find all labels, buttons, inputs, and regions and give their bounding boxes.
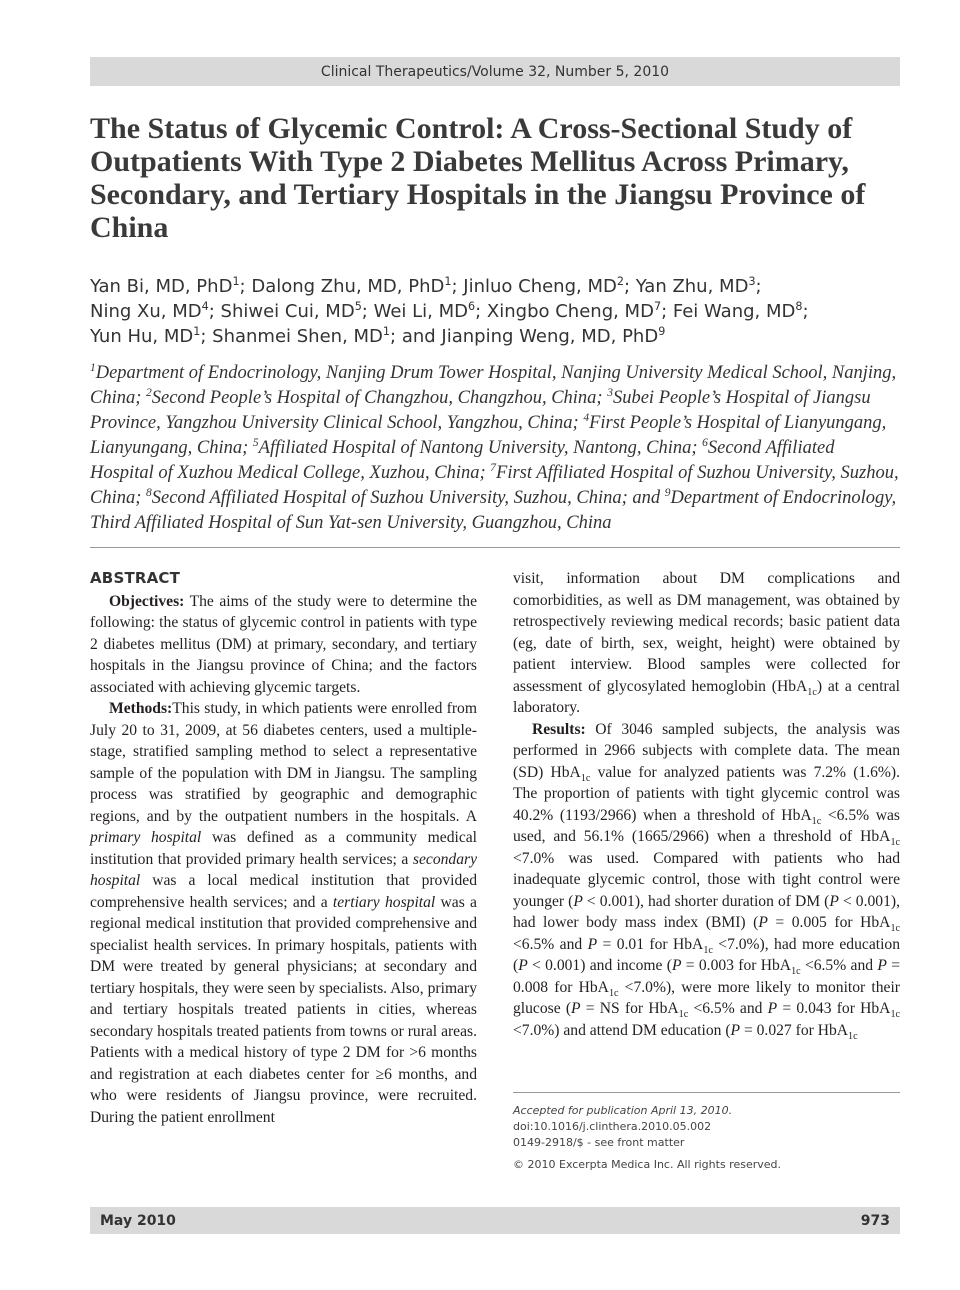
article-title: The Status of Glycemic Control: A Cross-Sectional Study of Outpatients With Type 2 Diabetes Mellitus Across Primary, Secondary, and Tertiary Hospitals in the Jiangsu Province of China bbox=[90, 112, 866, 244]
text-run: = NS for HbA bbox=[580, 1000, 679, 1017]
author-affiliation-marker: 2 bbox=[616, 275, 624, 288]
text-run: = 0.043 for HbA bbox=[777, 1000, 891, 1017]
methods-continued bbox=[513, 568, 900, 719]
affiliation-marker: 9 bbox=[664, 486, 671, 499]
author-affiliation-marker: 6 bbox=[468, 300, 476, 313]
author-name: Ning Xu, MD bbox=[90, 301, 202, 322]
text-run: < 0.001), had lower body mass index (BMI) ( bbox=[513, 892, 900, 931]
affiliation-text: Department of Endocrinology, Third Affiliated Hospital of Sun Yat-sen University, Guangzhou, China bbox=[90, 488, 897, 533]
author-name: Dalong Zhu, MD, PhD bbox=[251, 276, 445, 297]
author-name: Jinluo Cheng, MD bbox=[463, 276, 617, 297]
text-run: value for analyzed patients was 7.2% (1.6%). The proportion of patients with tight glycemic control was 40.2% (1193/2966) when a threshold of HbA bbox=[513, 763, 900, 824]
italic-text: P bbox=[829, 892, 839, 910]
results-label: Results: bbox=[532, 720, 586, 738]
subscript: 1c bbox=[811, 815, 822, 827]
text-run: <7.0% was used. Compared with patients who had inadequate glycemic control, those with tight control were younger ( bbox=[513, 849, 900, 910]
author-name: Yun Hu, MD bbox=[90, 326, 194, 347]
affiliation-text: Department of Endocrinology, Nanjing Drum Tower Hospital, Nanjing University Medical School, Nanjing, China; bbox=[90, 363, 897, 408]
affiliation-marker: 4 bbox=[583, 411, 590, 424]
affiliation-marker: 6 bbox=[702, 436, 708, 449]
subscript: 1c bbox=[678, 1009, 689, 1021]
author-affiliation-marker: 4 bbox=[201, 300, 209, 313]
author-separator: ; and bbox=[390, 326, 442, 347]
text-run: <7.0%), were more likely to monitor their glucose ( bbox=[513, 978, 900, 1017]
text-run: Of 3046 sampled subjects, the analysis was performed in 2966 subjects with complete data. The mean (SD) HbA bbox=[513, 720, 900, 781]
text-run: was a regional medical institution that provided comprehensive and specialist health services. In primary hospitals, patients with DM were treated by general physicians; at secondary and tertiary hospitals, they were seen by specialists. Also, primary and tertiary hospitals treated patients in cities, whereas secondary hospitals treated patients from towns or rural areas. Patients with a medical history of type 2 DM for >6 months and registration at each diabetes center for ≥6 months, and who were residents of Jiangsu province, were recruited. During the patient enrollment bbox=[90, 893, 477, 1126]
affiliation-marker: 5 bbox=[252, 436, 259, 449]
author-affiliation-marker: 8 bbox=[795, 300, 803, 313]
author-affiliation-marker: 1 bbox=[232, 275, 240, 288]
author-name: Jianping Weng, MD, PhD bbox=[441, 326, 659, 347]
italic-text: tertiary hospital bbox=[332, 893, 436, 911]
subscript: 1c bbox=[791, 966, 801, 978]
text-run: = 0.005 for HbA bbox=[767, 914, 891, 931]
author-separator: ; bbox=[208, 301, 221, 322]
affiliation-text: Second People’s Hospital of Changzhou, Changzhou, China; bbox=[151, 388, 608, 408]
italic-text: P bbox=[587, 935, 598, 953]
accepted-date: Accepted for publication April 13, 2010. bbox=[513, 1104, 733, 1117]
italic-text: P bbox=[571, 1000, 581, 1017]
author-separator: ; bbox=[755, 276, 762, 297]
text-run: = 0.008 for HbA bbox=[513, 957, 900, 996]
issn: 0149-2918/$ - see front matter bbox=[513, 1136, 685, 1149]
author-affiliation-marker: 5 bbox=[354, 300, 362, 313]
author-separator: ; bbox=[475, 301, 487, 322]
text-run: <6.5% and bbox=[688, 1000, 768, 1017]
affiliation-marker: 2 bbox=[146, 386, 152, 399]
author-affiliation-marker: 1 bbox=[193, 325, 201, 338]
author-name: Shiwei Cui, MD bbox=[220, 301, 355, 322]
title-divider bbox=[90, 547, 900, 548]
subscript: 1c bbox=[890, 837, 900, 849]
subscript: 1c bbox=[703, 944, 713, 956]
affiliation-marker: 3 bbox=[607, 386, 613, 399]
italic-text: P bbox=[518, 957, 528, 974]
issue-date: May 2010 bbox=[100, 1212, 176, 1229]
text-run: = 0.027 for HbA bbox=[740, 1021, 849, 1039]
italic-text: secondary hospital bbox=[90, 850, 477, 889]
results-paragraph bbox=[513, 719, 900, 1042]
author-affiliation-marker: 1 bbox=[444, 275, 452, 288]
italic-text: P bbox=[767, 1000, 778, 1017]
text-run: <6.5% and bbox=[513, 935, 588, 953]
author-separator: ; bbox=[802, 301, 809, 322]
author-separator: ; bbox=[200, 326, 213, 347]
journal-citation: Clinical Therapeutics/Volume 32, Number 5, 2010 bbox=[320, 63, 670, 80]
author-affiliation-marker: 7 bbox=[653, 300, 662, 313]
author-separator: ; bbox=[239, 276, 252, 297]
text-run: <6.5% was used, and 56.1% (1665/2966) when a threshold of HbA bbox=[513, 806, 900, 845]
subscript: 1c bbox=[608, 987, 619, 999]
author-name: Shanmei Shen, MD bbox=[212, 326, 383, 347]
text-run: was a local medical institution that provided comprehensive health services; and a bbox=[90, 872, 477, 911]
text-run: This study, in which patients were enrolled from July 20 to 31, 2009, at 56 diabetes centers, used a multiple-stage, stratified sampling method to select a representative sample of the population with DM in Jiangsu. The sampling process was stratified by geographic and demographic regions, and by the outpatient numbers in the hospitals. A bbox=[90, 700, 477, 825]
affiliation-marker: 7 bbox=[490, 461, 497, 474]
text-run: visit, information about DM complications and comorbidities, as well as DM management, was obtained by retrospectively reviewing medical records; basic patient data (eg, date of birth, sex, weight, height) were obtained by patient interview. Blood samples were collected for assessment of glycosylated hemoglobin (HbA bbox=[513, 570, 900, 695]
page-number: 973 bbox=[860, 1212, 890, 1229]
subscript: 1c bbox=[890, 923, 900, 935]
author-name: Yan Bi, MD, PhD bbox=[90, 276, 233, 297]
abstract-column-right bbox=[513, 568, 900, 1041]
methods-label: Methods: bbox=[109, 700, 173, 717]
italic-text: P bbox=[671, 957, 682, 974]
methods-paragraph bbox=[90, 698, 477, 1128]
text-run: = 0.003 for HbA bbox=[681, 957, 792, 974]
author-name: Fei Wang, MD bbox=[672, 301, 796, 322]
affiliation-text: Second Affiliated Hospital of Xuzhou Medical College, Xuzhou, China; bbox=[90, 438, 835, 483]
author-affiliation-marker: 3 bbox=[748, 275, 756, 288]
objectives-text: The aims of the study were to determine the following: the status of glycemic control in patients with type 2 diabetes mellitus (DM) at primary, secondary, and tertiary hospitals in the Jiangsu province of China; and the factors associated with achieving glycemic targets. bbox=[90, 592, 477, 696]
author-list bbox=[90, 274, 890, 349]
italic-text: P bbox=[730, 1021, 741, 1039]
subscript: 1c bbox=[807, 686, 817, 698]
text-run: <7.0%) and attend DM education ( bbox=[513, 1021, 731, 1039]
results-text bbox=[513, 720, 901, 1042]
text-run: was defined as a community medical institution that provided primary health services; a bbox=[90, 829, 477, 868]
text-run: ) at a central laboratory. bbox=[513, 677, 901, 716]
abstract-heading: ABSTRACT bbox=[90, 569, 181, 587]
author-separator: ; bbox=[623, 276, 636, 297]
text-run: <7.0%), had more education ( bbox=[513, 935, 901, 974]
methods-text bbox=[90, 700, 477, 1126]
author-name: Yan Zhu, MD bbox=[635, 276, 749, 297]
affiliation-text: Subei People’s Hospital of Jiangsu Province, Yangzhou University Clinical School, Yangzhou, China; bbox=[90, 388, 871, 433]
pubinfo-divider bbox=[513, 1092, 900, 1093]
publication-info bbox=[513, 1103, 900, 1173]
subscript: 1c bbox=[890, 1009, 900, 1021]
text-run: < 0.001), had shorter duration of DM ( bbox=[582, 892, 830, 910]
objectives-label: Objectives: bbox=[109, 592, 185, 610]
author-separator: ; bbox=[451, 276, 464, 297]
affiliation-marker: 1 bbox=[90, 361, 96, 374]
affiliation-text: Second Affiliated Hospital of Suzhou University, Suzhou, China; and bbox=[151, 488, 665, 508]
text-run: <6.5% and bbox=[800, 957, 878, 974]
affiliation-text: First People’s Hospital of Lianyungang, Lianyungang, China; bbox=[90, 413, 887, 458]
italic-text: P bbox=[758, 914, 768, 931]
author-separator: ; bbox=[361, 301, 374, 322]
author-name: Xingbo Cheng, MD bbox=[486, 301, 654, 322]
affiliation-text: First Affiliated Hospital of Suzhou University, Suzhou, China; bbox=[90, 463, 899, 508]
italic-text: P bbox=[573, 892, 583, 910]
affiliation-text: Affiliated Hospital of Nantong University, Nantong, China; bbox=[258, 438, 703, 458]
italic-text: P bbox=[877, 957, 887, 974]
affiliations bbox=[90, 361, 900, 536]
author-affiliation-marker: 9 bbox=[658, 325, 666, 338]
abstract-column-left bbox=[90, 568, 477, 1128]
text-run: < 0.001) and income ( bbox=[527, 957, 672, 974]
subscript: 1c bbox=[848, 1030, 858, 1042]
subscript: 1c bbox=[580, 772, 591, 784]
text-run: = 0.01 for HbA bbox=[597, 935, 704, 953]
running-footer bbox=[90, 1207, 900, 1234]
author-affiliation-marker: 1 bbox=[382, 325, 391, 338]
author-separator: ; bbox=[661, 301, 673, 322]
running-header bbox=[90, 57, 900, 86]
author-name: Wei Li, MD bbox=[373, 301, 468, 322]
objectives-paragraph bbox=[90, 591, 477, 699]
copyright: © 2010 Excerpta Medica Inc. All rights reserved. bbox=[513, 1158, 781, 1171]
italic-text: primary hospital bbox=[90, 829, 202, 846]
affiliation-marker: 8 bbox=[146, 486, 152, 499]
doi: doi:10.1016/j.clinthera.2010.05.002 bbox=[513, 1120, 712, 1133]
